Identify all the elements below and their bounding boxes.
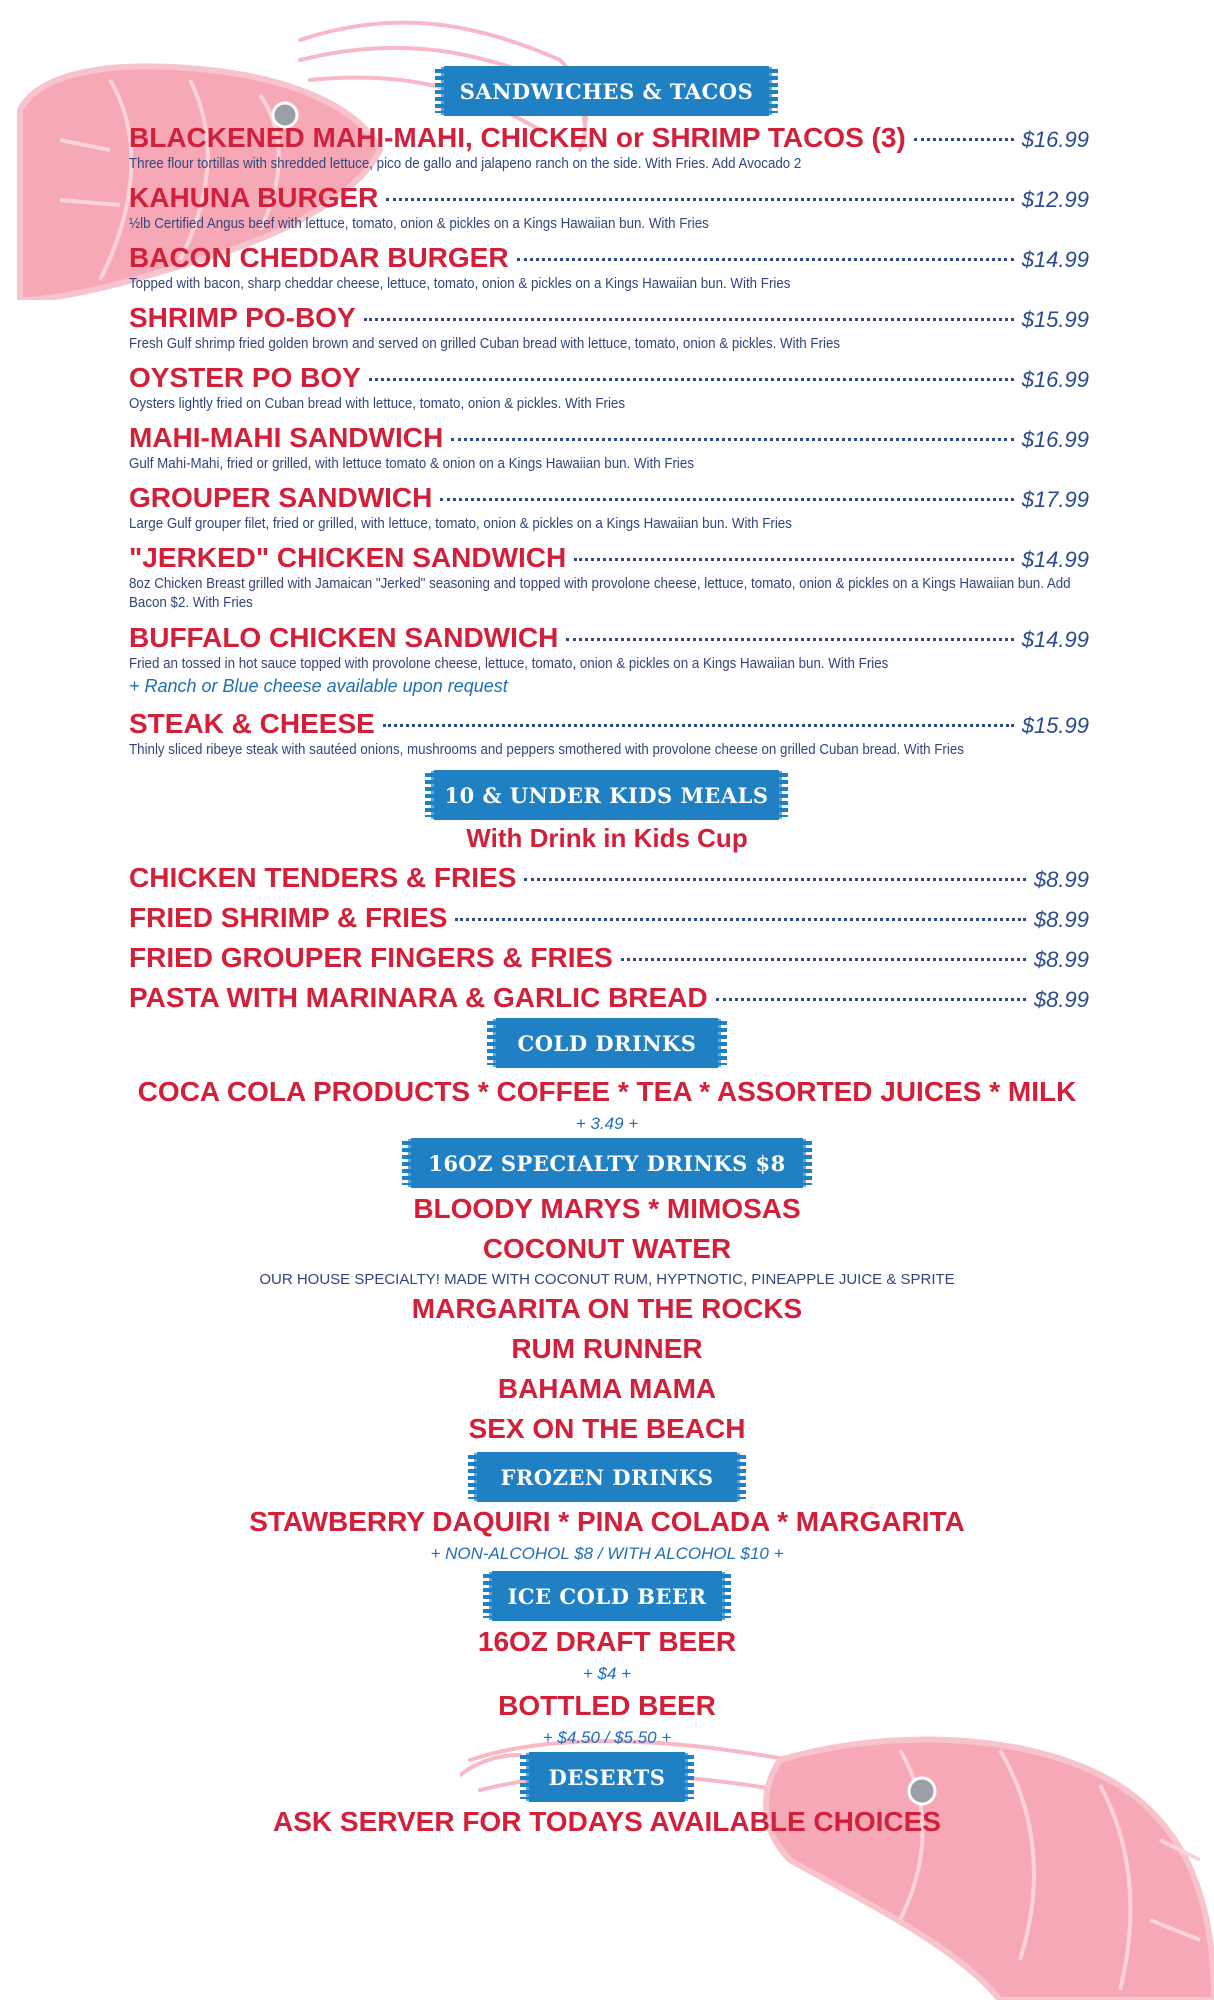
item-price: $16.99	[1021, 127, 1089, 152]
menu-item	[129, 708, 1089, 760]
menu-item	[129, 422, 1089, 474]
item-description: Three flour tortillas with shredded lettuce, pico de gallo and jalapeno ranch on the side. With Fries. Add Avocado 2	[129, 156, 802, 172]
cold-drinks-line: COCA COLA PRODUCTS * COFFEE * TEA * ASSORTED JUICES * MILK	[137, 1076, 1077, 1107]
dot-leader	[524, 878, 1026, 881]
item-name: BUFFALO CHICKEN SANDWICH	[129, 622, 559, 653]
specialty-line: BLOODY MARYS * MIMOSAS	[413, 1193, 801, 1224]
item-price: $15.99	[1021, 713, 1089, 738]
dot-leader	[517, 258, 1014, 261]
menu-item	[129, 902, 1089, 934]
menu-item	[129, 302, 1089, 354]
item-name: "JERKED" CHICKEN SANDWICH	[129, 542, 567, 573]
beer-line: 16OZ DRAFT BEER	[477, 1626, 737, 1657]
section-banner-specialty	[411, 1138, 803, 1188]
section-title: 16OZ SPECIALTY DRINKS $8	[428, 1150, 786, 1176]
dot-leader	[574, 558, 1013, 561]
item-price: $15.99	[1021, 307, 1089, 332]
section-banner-sandwiches	[444, 66, 769, 116]
specialty-description: OUR HOUSE SPECIALTY! MADE WITH COCONUT RUM, HYPTNOTIC, PINEAPPLE JUICE & SPRITE	[259, 1271, 955, 1288]
dot-leader	[914, 138, 1014, 141]
menu-item	[129, 482, 1089, 534]
item-description: 8oz Chicken Breast grilled with Jamaican "Jerked" seasoning and topped with provolone cheese, lettuce, tomato, onion & pickles on a Kings Hawaiian bun. Add Bacon $2. With Fries	[129, 576, 1071, 611]
item-name: BLACKENED MAHI-MAHI, CHICKEN or SHRIMP TACOS (3)	[129, 122, 906, 153]
dot-leader	[566, 638, 1013, 641]
specialty-line: BAHAMA MAMA	[497, 1373, 717, 1404]
item-note: + Ranch or Blue cheese available upon request	[129, 676, 508, 696]
item-description: Thinly sliced ribeye steak with sautéed onions, mushrooms and peppers smothered with provolone cheese on grilled Cuban bread. With Fries	[129, 742, 964, 758]
item-name: FRIED SHRIMP & FRIES	[129, 902, 448, 933]
item-description: Fresh Gulf shrimp fried golden brown and served on grilled Cuban bread with lettuce, tomato, onion & pickles. With Fries	[129, 336, 841, 352]
section-title: ICE COLD BEER	[507, 1583, 707, 1609]
item-description: ½lb Certified Angus beef with lettuce, tomato, onion & pickles on a Kings Hawaiian bun. With Fries	[129, 216, 709, 232]
item-price: $16.99	[1021, 367, 1089, 392]
menu-item	[129, 622, 1089, 697]
section-banner-frozen	[477, 1452, 737, 1502]
item-price: $17.99	[1021, 487, 1089, 512]
kids-subtitle: With Drink in Kids Cup	[466, 823, 748, 853]
dot-leader	[364, 318, 1014, 321]
frozen-price: + NON-ALCOHOL $8 / WITH ALCOHOL $10 +	[430, 1544, 784, 1563]
dot-leader	[455, 918, 1026, 921]
item-name: CHICKEN TENDERS & FRIES	[129, 862, 517, 893]
item-description: Gulf Mahi-Mahi, fried or grilled, with lettuce tomato & onion on a Kings Hawaiian bun. With Fries	[129, 456, 694, 472]
section-title: 10 & UNDER KIDS MEALS	[444, 782, 769, 808]
item-name: PASTA WITH MARINARA & GARLIC BREAD	[129, 982, 708, 1013]
item-price: $8.99	[1033, 867, 1089, 892]
item-name: BACON CHEDDAR BURGER	[129, 242, 509, 273]
item-price: $8.99	[1033, 987, 1089, 1012]
menu-item	[129, 242, 1089, 294]
frozen-line: STAWBERRY DAQUIRI * PINA COLADA * MARGARITA	[249, 1506, 965, 1537]
item-name: STEAK & CHEESE	[129, 708, 375, 739]
section-banner-deserts	[529, 1752, 685, 1802]
menu-item	[129, 182, 1089, 234]
menu-item	[129, 362, 1089, 414]
section-title: SANDWICHES & TACOS	[459, 78, 754, 104]
menu-item	[129, 982, 1089, 1014]
menu-item	[129, 542, 1089, 613]
item-description: Oysters lightly fried on Cuban bread with lettuce, tomato, onion & pickles. With Fries	[129, 396, 626, 412]
item-name: SHRIMP PO-BOY	[129, 302, 356, 333]
item-price: $12.99	[1021, 187, 1089, 212]
dot-leader	[716, 998, 1026, 1001]
section-title: DESERTS	[548, 1764, 666, 1790]
section-banner-cold-drinks	[496, 1018, 718, 1068]
section-banner-beer	[492, 1571, 722, 1621]
item-name: OYSTER PO BOY	[129, 362, 361, 393]
specialty-line: RUM RUNNER	[511, 1333, 703, 1364]
dot-leader	[383, 724, 1014, 727]
section-title: FROZEN DRINKS	[500, 1464, 714, 1490]
item-name: GROUPER SANDWICH	[129, 482, 433, 513]
specialty-line: MARGARITA ON THE ROCKS	[411, 1293, 803, 1324]
beer-price: + $4.50 / $5.50 +	[542, 1728, 672, 1747]
menu-item	[129, 862, 1089, 894]
item-name: MAHI-MAHI SANDWICH	[129, 422, 444, 453]
item-name: FRIED GROUPER FINGERS & FRIES	[129, 942, 613, 973]
specialty-line: COCONUT WATER	[482, 1233, 732, 1264]
dot-leader	[440, 498, 1013, 501]
item-price: $14.99	[1021, 247, 1089, 272]
item-description: Topped with bacon, sharp cheddar cheese, lettuce, tomato, onion & pickles on a Kings Hawaiian bun. With Fries	[129, 276, 791, 292]
section-banner-kids	[434, 770, 779, 820]
cold-drinks-price: + 3.49 +	[575, 1114, 639, 1133]
item-description: Large Gulf grouper filet, fried or grilled, with lettuce, tomato, onion & pickles on a Kings Hawaiian bun. With Fries	[129, 516, 792, 532]
beer-line: BOTTLED BEER	[498, 1690, 716, 1721]
dot-leader	[369, 378, 1014, 381]
item-price: $16.99	[1021, 427, 1089, 452]
menu-item	[129, 942, 1089, 974]
dot-leader	[451, 438, 1014, 441]
item-price: $14.99	[1021, 547, 1089, 572]
beer-price: + $4 +	[582, 1664, 632, 1683]
item-description: Fried an tossed in hot sauce topped with provolone cheese, lettuce, tomato, onion & pickles on a Kings Hawaiian bun. With Fries	[129, 656, 889, 672]
item-name: KAHUNA BURGER	[129, 182, 379, 213]
dot-leader	[621, 958, 1026, 961]
menu-item	[129, 122, 1089, 174]
item-price: $14.99	[1021, 627, 1089, 652]
dot-leader	[386, 198, 1013, 201]
item-price: $8.99	[1033, 947, 1089, 972]
section-title: COLD DRINKS	[517, 1030, 697, 1056]
item-price: $8.99	[1033, 907, 1089, 932]
specialty-line: SEX ON THE BEACH	[468, 1413, 746, 1444]
deserts-line: ASK SERVER FOR TODAYS AVAILABLE CHOICES	[273, 1806, 941, 1837]
